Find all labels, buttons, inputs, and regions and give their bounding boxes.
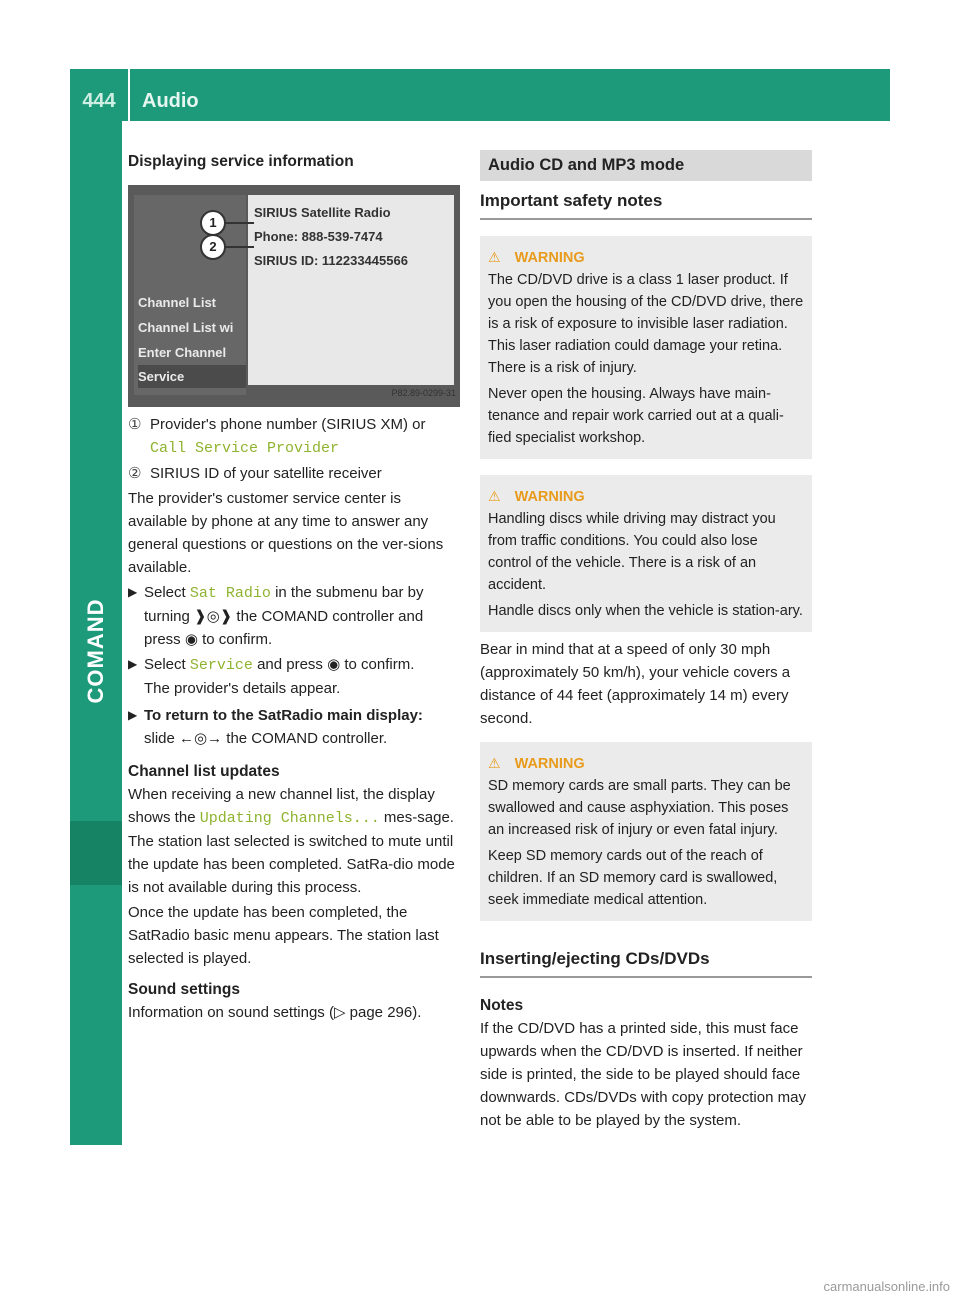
warning-label: WARNING: [514, 250, 585, 266]
step: [128, 581, 460, 651]
warning-text: Never open the housing. Always have main-tenance and repair work carried out at a quali-fied specialist workshop.: [488, 386, 784, 446]
warning-box: [480, 742, 812, 921]
header-divider: [128, 69, 130, 121]
screenshot-figure: [128, 185, 460, 407]
warning-box: [480, 475, 812, 632]
subheading: Inserting/ejecting CDs/DVDs: [480, 947, 812, 978]
warning-text: Keep SD memory cards out of the reach of children. If an SD memory card is swallowed, seek immediate medical attention.: [488, 848, 778, 908]
legend-item-2: [128, 462, 460, 485]
arrow-icon: ▶: [128, 708, 138, 722]
panel-title: SIRIUS Satellite Radio: [254, 205, 391, 220]
warning-text: The CD/DVD drive is a class 1 laser product. If you open the housing of the CD/DVD drive, there is a risk of exposure to invisible laser radiation. This laser radiation could damage your retina. There is a risk of injury.: [488, 272, 804, 376]
step-code: Sat Radio: [189, 585, 271, 602]
screenshot-menu: [134, 195, 246, 395]
paragraph: Once the update has been completed, the SatRadio basic menu appears. The station last selected is played.: [128, 904, 439, 967]
warning-text: Handling discs while driving may distract you from traffic conditions. You could also lose control of the vehicle. There is a risk of an accident.: [488, 511, 776, 593]
legend-item-1: [128, 413, 460, 460]
page-number: 444: [82, 90, 116, 112]
warning-icon: ⚠: [488, 249, 501, 265]
step-text: slide ←◎→ the COMAND controller.: [144, 730, 388, 747]
arrow-icon: ▶: [128, 657, 138, 671]
section-title-bar: Audio CD and MP3 mode: [480, 150, 812, 181]
chapter-title: Audio: [142, 90, 199, 112]
figure-reference: P82.89-0299-31: [391, 388, 456, 398]
warning-label: WARNING: [514, 756, 585, 772]
arrow-icon: ▶: [128, 585, 138, 599]
step-text: Select: [144, 584, 186, 601]
section-heading: Notes: [480, 997, 524, 1014]
left-column: [128, 150, 460, 1024]
section-heading: Sound settings: [128, 981, 240, 998]
step-text: and press ◉ to confirm.: [257, 656, 415, 673]
callout-2: 2: [200, 234, 226, 260]
inline-code: Updating Channels...: [199, 810, 380, 827]
warning-label: WARNING: [514, 489, 585, 505]
step-bold: To return to the SatRadio main display:: [144, 707, 423, 724]
legend-text: SIRIUS ID of your satellite receiver: [150, 465, 382, 482]
menu-item: Enter Channel: [138, 345, 227, 360]
callout-1: 1: [200, 210, 226, 236]
legend-number: ①: [128, 416, 142, 433]
screenshot-panel: [248, 195, 454, 385]
section-heading: Channel list updates: [128, 763, 280, 780]
sidebar: [70, 121, 122, 1145]
paragraph: If the CD/DVD has a printed side, this must face upwards when the CD/DVD is inserted. If neither side is printed, the side to be played should face downwards. CDs/DVDs with copy protection may not be able to be played by the system.: [480, 1020, 806, 1129]
warning-icon: ⚠: [488, 755, 501, 771]
step-code: Service: [189, 657, 253, 674]
watermark: carmanualsonline.info: [823, 1279, 950, 1294]
step-text: in the submenu bar by turning ❱◎❱ the COMAND controller and press ◉ to confirm.: [144, 584, 424, 648]
warning-text: Handle discs only when the vehicle is station-ary.: [488, 603, 803, 619]
warning-box: [480, 236, 812, 459]
paragraph: The station last selected is switched to mute until the update has been completed. SatRa-dio mode is not available during this process.: [128, 833, 455, 896]
subheading: Important safety notes: [480, 189, 812, 220]
paragraph: When receiving a new channel list, the display shows the Updating Channels... mes-sage.: [128, 786, 454, 827]
legend-code: Call Service Provider: [150, 440, 340, 457]
callout-line: [224, 222, 254, 224]
panel-sirius-id: SIRIUS ID: 112233445566: [254, 253, 408, 268]
callout-line: [224, 246, 254, 248]
section-heading: Displaying service information: [128, 153, 354, 170]
legend-number: ②: [128, 465, 142, 482]
paragraph: The provider's customer service center is available by phone at any time to answer any general questions or questions on the ver-sions available.: [128, 490, 444, 576]
warning-text: SD memory cards are small parts. They can be swallowed and cause asphyxiation. This poses an increased risk of injury or even fatal injury.: [488, 778, 791, 838]
right-column: [480, 150, 812, 1132]
legend-text: Provider's phone number (SIRIUS XM) or: [150, 416, 426, 433]
menu-item: Channel List: [138, 295, 217, 310]
menu-item: Channel List wi: [138, 320, 234, 335]
menu-item-selected: Service: [138, 365, 246, 388]
paragraph: Bear in mind that at a speed of only 30 mph (approximately 50 km/h), your vehicle covers a distance of 44 feet (approximately 14 m) every second.: [480, 641, 791, 727]
step-text: Select: [144, 656, 186, 673]
panel-phone: Phone: 888-539-7474: [254, 229, 383, 244]
warning-icon: ⚠: [488, 488, 501, 504]
page-header: [70, 69, 890, 121]
paragraph: Information on sound settings (▷ page 296).: [128, 1004, 422, 1021]
step-result: The provider's details appear.: [144, 680, 341, 697]
step: [128, 704, 460, 750]
step: [128, 653, 460, 700]
sidebar-label: COMAND: [83, 598, 108, 704]
sidebar-tab-marker: [70, 821, 122, 885]
